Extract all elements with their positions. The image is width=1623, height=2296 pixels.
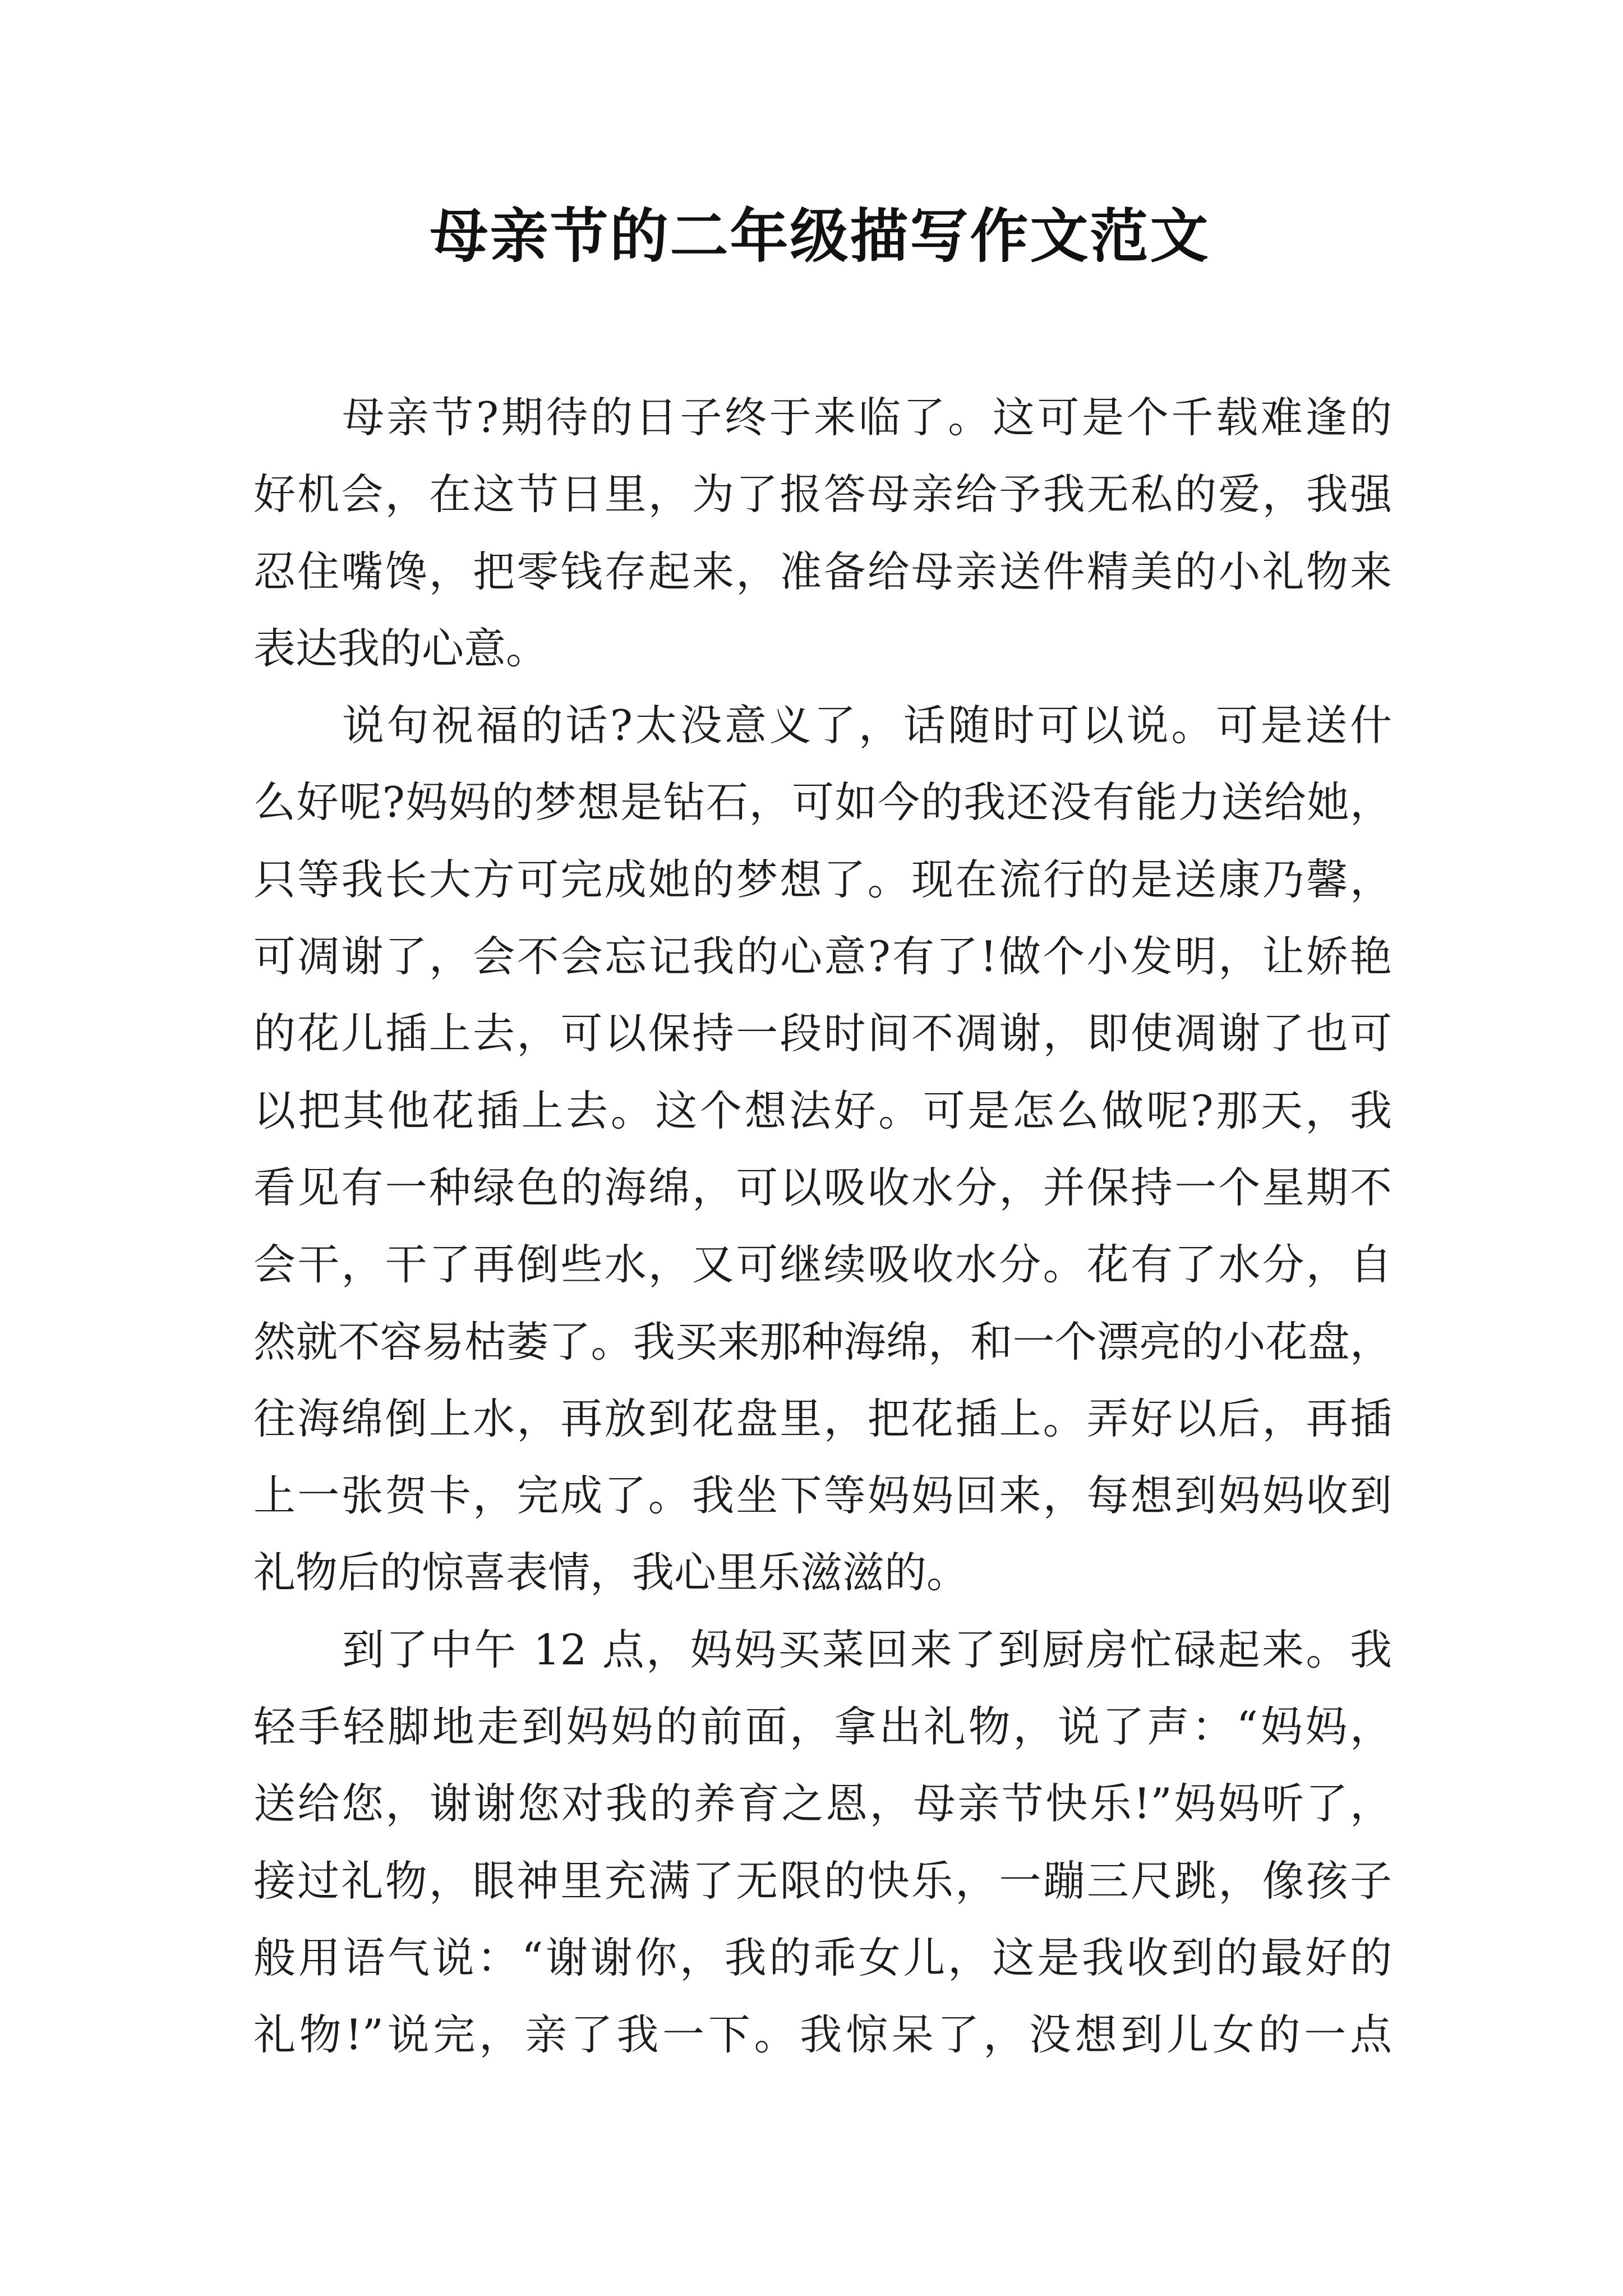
text-line: 看见有一种绿色的海绵，可以吸收水分，并保持一个星期不	[253, 1162, 1392, 1212]
text-line: 表达我的心意。	[253, 623, 548, 673]
text-line: 的花儿插上去，可以保持一段时间不凋谢，即使凋谢了也可	[253, 1009, 1392, 1059]
text-line: 母亲节?期待的日子终于来临了。这可是个千载难逢的	[342, 393, 1392, 442]
text-line: 好机会，在这节日里，为了报答母亲给予我无私的爱，我强	[253, 470, 1392, 519]
text-line: 送给您，谢谢您对我的养育之恩，母亲节快乐!”妈妈听了，	[253, 1779, 1392, 1829]
text-line: 接过礼物，眼神里充满了无限的快乐，一蹦三尺跳，像孩子	[253, 1856, 1392, 1906]
paragraph	[253, 1612, 1392, 2074]
text-line: 只等我长大方可完成她的梦想了。现在流行的是送康乃馨，	[253, 854, 1392, 904]
text-line: 礼物!”说完，亲了我一下。我惊呆了，没想到儿女的一点	[253, 2010, 1392, 2060]
text-line: 礼物后的惊喜表情，我心里乐滋滋的。	[253, 1548, 969, 1598]
text-line: 以把其他花插上去。这个想法好。可是怎么做呢?那天，我	[253, 1085, 1392, 1135]
paragraph	[253, 379, 1392, 687]
text-line: 到了中午 12 点，妈妈买菜回来了到厨房忙碌起来。我	[342, 1625, 1392, 1674]
document-body	[253, 379, 1392, 2074]
text-line: 般用语气说：“谢谢你，我的乖女儿，这是我收到的最好的	[253, 1932, 1392, 1982]
text-line: 往海绵倒上水，再放到花盘里，把花插上。弄好以后，再插	[253, 1393, 1392, 1443]
text-line: 轻手轻脚地走到妈妈的前面，拿出礼物，说了声：“妈妈，	[253, 1702, 1392, 1752]
paragraph	[253, 687, 1392, 1612]
text-line: 么好呢?妈妈的梦想是钻石，可如今的我还没有能力送给她，	[253, 777, 1392, 827]
text-line: 然就不容易枯萎了。我买来那种海绵，和一个漂亮的小花盘，	[253, 1317, 1392, 1366]
document-title: 母亲节的二年级描写作文范文	[430, 201, 1210, 270]
text-line: 可凋谢了，会不会忘记我的心意?有了!做个小发明，让娇艳	[253, 932, 1392, 982]
text-line: 说句祝福的话?太没意义了，话随时可以说。可是送什	[342, 701, 1392, 751]
text-line: 上一张贺卡，完成了。我坐下等妈妈回来，每想到妈妈收到	[253, 1471, 1392, 1521]
text-line: 忍住嘴馋，把零钱存起来，准备给母亲送件精美的小礼物来	[253, 546, 1392, 596]
text-line: 会干，干了再倒些水，又可继续吸收水分。花有了水分，自	[253, 1240, 1392, 1290]
